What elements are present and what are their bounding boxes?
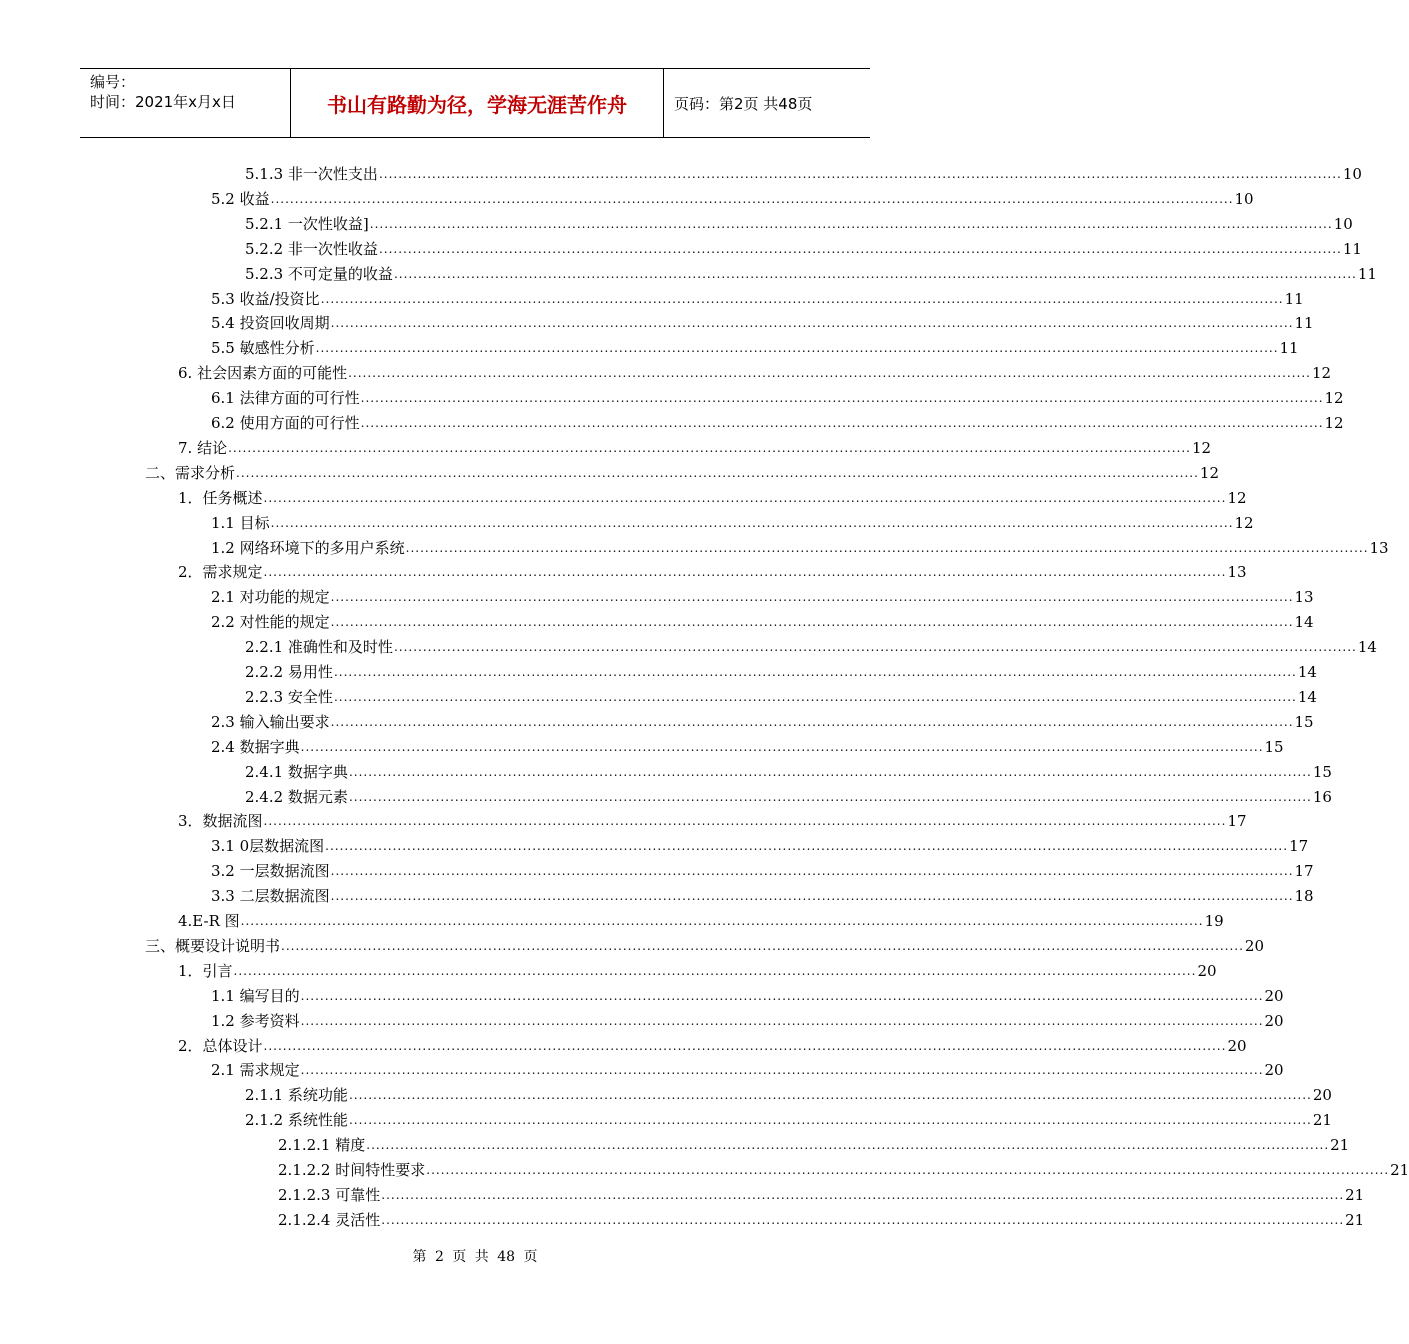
toc-entry-label: 2.4 数据字典 [211,737,300,756]
toc-leader-dots: ........................................................................................................................................................................................................ [405,540,1369,555]
toc-entry-page-number: 14 [1297,663,1317,681]
toc-leader-dots: ........................................................................................................................................................................................................ [330,590,1294,605]
toc-entry-page-number: 20 [1312,1086,1332,1105]
toc-leader-dots: ........................................................................................................................................................................................................ [240,914,1204,928]
toc-leader-dots: ........................................................................................................................................................................................................ [330,714,1294,729]
page-header [80,68,870,138]
toc-entry[interactable] [178,907,1224,931]
toc-entry[interactable] [211,857,1314,881]
toc-entry-label: 2.1.2.1 精度 [278,1136,366,1155]
toc-leader-dots: ........................................................................................................................................................................................................ [320,291,1284,306]
toc-leader-dots: ........................................................................................................................................................................................................ [263,1038,1227,1053]
toc-leader-dots: ........................................................................................................................................................................................................ [270,191,1234,206]
toc-entry-page-number: 21 [1345,1185,1365,1204]
toc-entry[interactable] [211,832,1309,856]
toc-entry-page-number: 11 [1342,239,1362,258]
toc-entry-label: 2.1 需求规定 [211,1061,300,1080]
toc-leader-dots: ........................................................................................................................................................................................................ [381,1187,1345,1202]
toc-entry-page-number: 21 [1345,1210,1365,1229]
toc-entry[interactable] [211,982,1284,1006]
toc-leader-dots: ........................................................................................................................................................................................................ [300,1063,1264,1078]
toc-entry-label: 1．任务概述 [178,488,263,507]
toc-entry[interactable] [211,384,1344,408]
toc-leader-dots: ........................................................................................................................................................................................................ [366,1138,1330,1153]
toc-entry-page-number: 18 [1294,887,1314,906]
toc-entry-page-number: 15 [1312,762,1332,781]
toc-entry-label: 2.2 对性能的规定 [211,613,330,632]
toc-entry[interactable] [211,608,1314,632]
toc-entry[interactable] [145,459,1219,483]
toc-leader-dots: ........................................................................................................................................................................................................ [348,1088,1312,1103]
toc-entry-page-number: 13 [1369,538,1389,557]
toc-entry[interactable] [178,1032,1247,1056]
toc-leader-dots: ........................................................................................................................................................................................................ [393,640,1357,655]
toc-entry-label: 4.E-R 图 [178,912,240,930]
toc-entry[interactable] [245,683,1317,707]
toc-leader-dots: ........................................................................................................................................................................................................ [325,839,1289,854]
toc-entry-label: 2.4.1 数据字典 [245,762,348,781]
toc-entry-page-number: 12 [1191,438,1212,457]
toc-entry[interactable] [178,807,1247,831]
toc-entry[interactable] [178,484,1247,508]
toc-leader-dots: ........................................................................................................................................................................................................ [300,1013,1264,1028]
toc-entry[interactable] [245,160,1362,184]
toc-entry-page-number: 14 [1294,613,1314,632]
toc-entry[interactable] [245,235,1362,259]
toc-entry[interactable] [178,558,1247,582]
toc-entry[interactable] [211,185,1254,209]
document-number-label: 编号： [90,73,136,91]
toc-leader-dots: ........................................................................................................................................................................................................ [300,988,1264,1003]
toc-entry-label: 5.2 收益 [211,189,270,208]
toc-entry-label: 6. 社会因素方面的可能性 [178,364,348,383]
toc-entry[interactable] [178,957,1217,981]
toc-entry-label: 2.2.2 易用性 [245,663,333,681]
toc-entry-page-number: 19 [1204,912,1224,930]
toc-entry-label: 5.2.2 非一次性收益 [245,239,378,258]
toc-leader-dots: ........................................................................................................................................................................................................ [348,366,1311,381]
toc-entry-label: 7. 结论 [178,438,228,457]
toc-entry-label: 2.4.2 数据元素 [245,787,348,806]
toc-entry-label: 2.1 对功能的规定 [211,588,330,607]
toc-entry-label: 3．数据流图 [178,812,263,831]
toc-entry-label: 1.1 编写目的 [211,986,300,1005]
toc-leader-dots: ........................................................................................................................................................................................................ [360,416,1324,430]
toc-leader-dots: ........................................................................................................................................................................................................ [263,565,1227,580]
toc-entry[interactable] [178,359,1332,383]
toc-entry[interactable] [245,658,1317,682]
toc-entry-label: 2.2.3 安全性 [245,687,333,706]
toc-entry[interactable] [211,334,1299,358]
toc-entry-page-number: 11 [1357,264,1377,283]
toc-entry[interactable] [211,534,1389,558]
toc-entry-label: 2．总体设计 [178,1036,263,1055]
toc-leader-dots: ........................................................................................................................................................................................................ [348,789,1312,804]
toc-entry-page-number: 21 [1312,1111,1332,1130]
toc-entry-page-number: 14 [1297,687,1317,706]
toc-leader-dots: ........................................................................................................................................................................................................ [263,814,1227,829]
toc-entry-label: 1.2 网络环境下的多用户系统 [211,538,405,557]
toc-leader-dots: ........................................................................................................................................................................................................ [270,515,1234,530]
toc-entry-label: 2.1.1 系统功能 [245,1086,348,1105]
toc-entry[interactable] [245,633,1377,657]
toc-entry-page-number: 15 [1264,737,1284,756]
toc-leader-dots: ........................................................................................................................................................................................................ [228,440,1191,455]
toc-entry-page-number: 21 [1390,1161,1409,1179]
toc-entry-page-number: 13 [1294,588,1314,607]
toc-entry[interactable] [211,509,1254,533]
toc-entry[interactable] [178,434,1212,458]
toc-entry[interactable] [278,1156,1409,1180]
toc-entry[interactable] [211,1007,1284,1031]
toc-entry-page-number: 17 [1294,862,1314,881]
toc-entry-page-number: 16 [1312,787,1332,806]
page-footer: 第 2 页 共 48 页 [412,1249,538,1265]
toc-entry[interactable] [211,733,1284,757]
toc-leader-dots: ........................................................................................................................................................................................................ [330,889,1294,904]
toc-entry-page-number: 15 [1294,712,1314,731]
toc-entry-page-number: 12 [1311,364,1332,383]
toc-entry-page-number: 17 [1227,812,1247,831]
toc-entry[interactable] [245,758,1332,782]
header-meta [80,69,291,137]
toc-entry-page-number: 20 [1244,936,1264,955]
toc-entry-label: 5.5 敏感性分析 [211,339,315,358]
toc-leader-dots: ........................................................................................................................................................................................................ [348,764,1312,779]
toc-entry-label: 2.2.1 准确性和及时性 [245,638,393,657]
toc-leader-dots: ........................................................................................................................................................................................................ [348,1113,1312,1128]
toc-entry[interactable] [211,285,1304,309]
toc-entry[interactable] [245,260,1377,284]
toc-leader-dots: ........................................................................................................................................................................................................ [300,739,1264,754]
toc-entry-label: 6.1 法律方面的可行性 [211,389,360,408]
toc-leader-dots: ........................................................................................................................................................................................................ [315,341,1279,356]
document-date: 时间：2021年x月x日 [90,93,236,111]
toc-entry-page-number: 21 [1330,1136,1350,1155]
toc-entry[interactable] [245,210,1353,234]
toc-entry[interactable] [245,1106,1332,1130]
toc-leader-dots: ........................................................................................................................................................................................................ [378,167,1342,181]
toc-leader-dots: ........................................................................................................................................................................................................ [333,665,1297,679]
toc-entry-page-number: 10 [1234,189,1254,208]
header-page-info: 页码：第2页 共48页 [674,94,813,113]
toc-entry-page-number: 12 [1227,488,1247,507]
toc-entry-label: 2.1.2.2 时间特性要求 [278,1161,426,1179]
toc-leader-dots: ........................................................................................................................................................................................................ [233,963,1197,978]
toc-entry[interactable] [278,1206,1365,1230]
toc-entry-page-number: 14 [1357,638,1377,657]
toc-entry-label: 3.1 0层数据流图 [211,837,325,856]
toc-entry-label: 1.1 目标 [211,513,270,532]
toc-entry-page-number: 20 [1264,1061,1284,1080]
toc-entry-label: 3.3 二层数据流图 [211,887,330,906]
toc-entry[interactable] [211,708,1314,732]
toc-entry-page-number: 12 [1324,389,1344,408]
toc-entry[interactable] [211,409,1344,433]
toc-entry-label: 1.2 参考资料 [211,1011,300,1030]
toc-entry-page-number: 20 [1197,961,1217,980]
toc-leader-dots: ........................................................................................................................................................................................................ [263,490,1227,505]
toc-leader-dots: ........................................................................................................................................................................................................ [330,316,1294,331]
toc-leader-dots: ........................................................................................................................................................................................................ [330,864,1294,879]
toc-entry[interactable] [278,1131,1350,1155]
toc-entry-page-number: 11 [1279,339,1299,358]
toc-entry[interactable] [211,1056,1284,1080]
toc-entry[interactable] [211,309,1314,333]
toc-entry-label: 三、概要设计说明书 [145,936,281,955]
toc-entry[interactable] [211,583,1314,607]
toc-leader-dots: ........................................................................................................................................................................................................ [378,241,1342,256]
toc-entry-page-number: 20 [1227,1036,1247,1055]
toc-entry[interactable] [211,882,1314,906]
toc-entry[interactable] [145,932,1264,956]
toc-entry-label: 2.1.2.3 可靠性 [278,1185,381,1204]
toc-entry[interactable] [245,1081,1332,1105]
toc-entry[interactable] [278,1181,1365,1205]
toc-entry-page-number: 20 [1264,986,1284,1005]
toc-entry-label: 6.2 使用方面的可行性 [211,414,360,432]
toc-entry-page-number: 20 [1264,1011,1284,1030]
toc-entry-label: 3.2 一层数据流图 [211,862,330,881]
toc-entry-page-number: 17 [1289,837,1309,856]
toc-leader-dots: ........................................................................................................................................................................................................ [369,216,1333,231]
toc-entry-page-number: 12 [1324,414,1344,432]
toc-entry-label: 1．引言 [178,961,233,980]
toc-entry-label: 2.1.2 系统性能 [245,1111,348,1130]
header-motto: 书山有路勤为径，学海无涯苦作舟 [291,69,664,137]
toc-entry-label: 二、需求分析 [145,463,236,482]
toc-entry-page-number: 10 [1333,214,1353,233]
toc-entry[interactable] [245,783,1332,807]
toc-entry-page-number: 11 [1284,289,1304,308]
toc-leader-dots: ........................................................................................................................................................................................................ [281,938,1244,953]
toc-entry-label: 2．需求规定 [178,563,263,582]
toc-entry-page-number: 13 [1227,563,1247,582]
toc-leader-dots: ........................................................................................................................................................................................................ [236,465,1199,480]
toc-entry-label: 2.3 输入输出要求 [211,712,330,731]
toc-leader-dots: ........................................................................................................................................................................................................ [333,689,1297,704]
toc-entry-label: 5.2.3 不可定量的收益 [245,264,393,283]
toc-entry-label: 5.3 收益/投资比 [211,289,320,308]
toc-leader-dots: ........................................................................................................................................................................................................ [426,1163,1390,1177]
toc-entry-label: 2.1.2.4 灵活性 [278,1210,381,1229]
toc-entry-page-number: 11 [1294,314,1314,333]
toc-entry-label: 5.4 投资回收周期 [211,314,330,333]
toc-leader-dots: ........................................................................................................................................................................................................ [360,391,1324,406]
toc-leader-dots: ........................................................................................................................................................................................................ [381,1212,1345,1227]
toc-entry-label: 5.2.1 一次性收益] [245,214,369,233]
toc-entry-page-number: 12 [1199,463,1219,482]
toc-entry-page-number: 10 [1342,165,1362,183]
toc-leader-dots: ........................................................................................................................................................................................................ [330,615,1294,630]
toc-entry-page-number: 12 [1234,513,1254,532]
toc-leader-dots: ........................................................................................................................................................................................................ [393,266,1357,281]
toc-entry-label: 5.1.3 非一次性支出 [245,165,378,183]
